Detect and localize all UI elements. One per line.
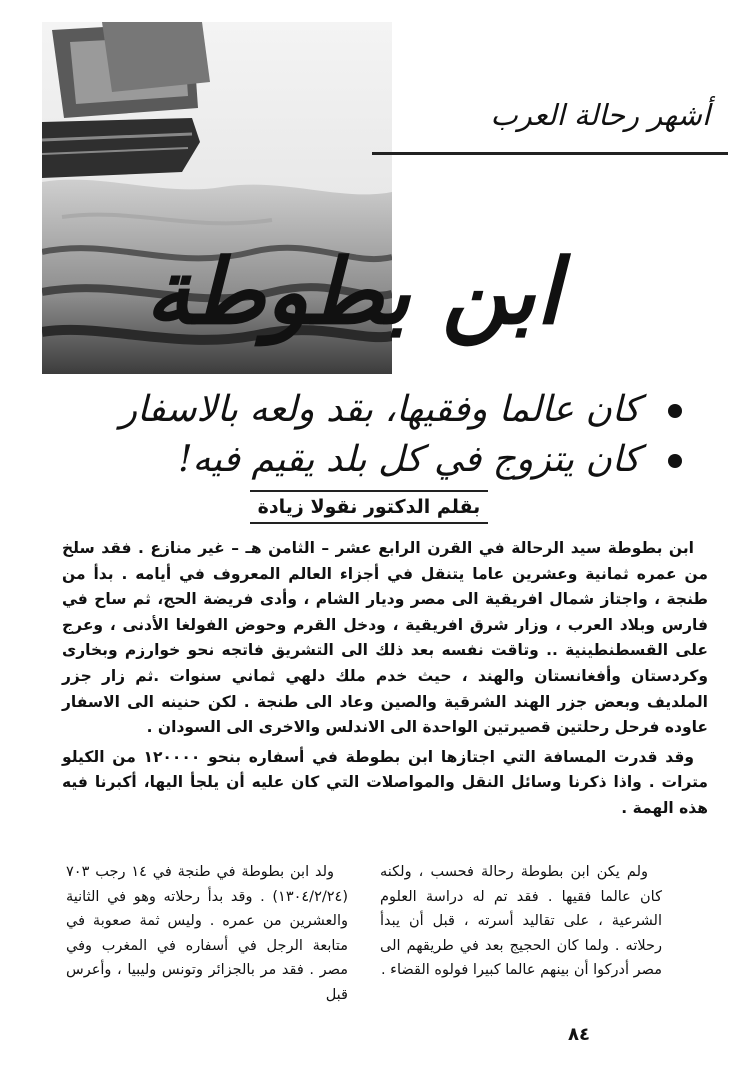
highlight-item: [70, 385, 692, 435]
body-column-left: [66, 860, 348, 1008]
body-paragraph: ولم يكن ابن بطوطة رحالة فحسب ، ولكنه كان عالما فقيها . فقد تم له دراسة العلوم الشرعية ، على تقاليد أسرته ، قبل أن يبدأ رحلاته . ولما كان الحجيج بعد في طريقهم الى مصر أدركوا أن بينهم عالما كبيرا فولوه القضاء .: [380, 864, 662, 979]
highlight-item: [70, 435, 692, 485]
intro-paragraph: وقد قدرت المسافة التي اجتازها ابن بطوطة في أسفاره بنحو ١٢٠٠٠٠ من الكيلو مترات . واذا ذكرنا وسائل النقل والمواصلات التي كان عليه أن يلجأ اليها، أكبرنا فيه هذه الهمة .: [62, 747, 708, 817]
intro-paragraph: ابن بطوطة سيد الرحالة في القرن الرابع عشر – الثامن هـ – غير منازع . فقد سلخ من عمره ثمانية وعشرين عاما يتنقل في أجزاء العالم المعروف في أيامه . بدأ من طنجة ، واجتاز شمال افريقية الى مصر وديار الشام ، وأدى فريضة الحج، ثم ساح في فارس وبلاد العرب ، وزار شرق افريقية ، ودخل القرم وحوض الفولغا الأدنى ، وعرج على القسطنطينية .. وتاقت نفسه بعد ذلك الى التشريق فاتجه نحو خوارزم وبخارى وكردستان وأفغانستان والهند ، حيث خدم ملك دلهي ثماني سنوات .ثم زار جزر الملديف وبعض جزر الهند الشرقية والصين وعاد الى طنجة . لكن حنينه الى الاسفار عاوده فرحل رحلتين قصيرتين الواحدة الى الاندلس والاخرى الى السودان .: [62, 539, 708, 737]
series-title: أشهر رحالة العرب: [490, 98, 710, 132]
title-divider: [372, 152, 728, 155]
highlight-text: كان يتزوج في كل بلد يقيم فيه!: [178, 439, 640, 480]
highlight-list: [70, 385, 692, 485]
intro-text: [62, 536, 708, 826]
author-byline: بقلم الدكتور نقولا زيادة: [250, 490, 488, 524]
bullet-icon: [668, 454, 682, 468]
body-paragraph: ولد ابن بطوطة في طنجة في ١٤ رجب ٧٠٣ (١٣٠٤/٢/٢٤) . وقد بدأ رحلاته وهو في الثانية والعشرين من عمره . وليس ثمة صعوبة في متابعة الرجل في أسفاره في المغرب وفي مصر . فقد مر بالجزائر وتونس وليبيا ، وأعرس قبل: [66, 864, 348, 1003]
page-number: ٨٤: [568, 1024, 590, 1045]
bullet-icon: [668, 404, 682, 418]
body-column-right: [380, 860, 662, 983]
article-title: ابن بطوطة: [145, 239, 561, 346]
highlight-text: كان عالما وفقيها، بقد ولعه بالاسفار: [119, 389, 640, 430]
